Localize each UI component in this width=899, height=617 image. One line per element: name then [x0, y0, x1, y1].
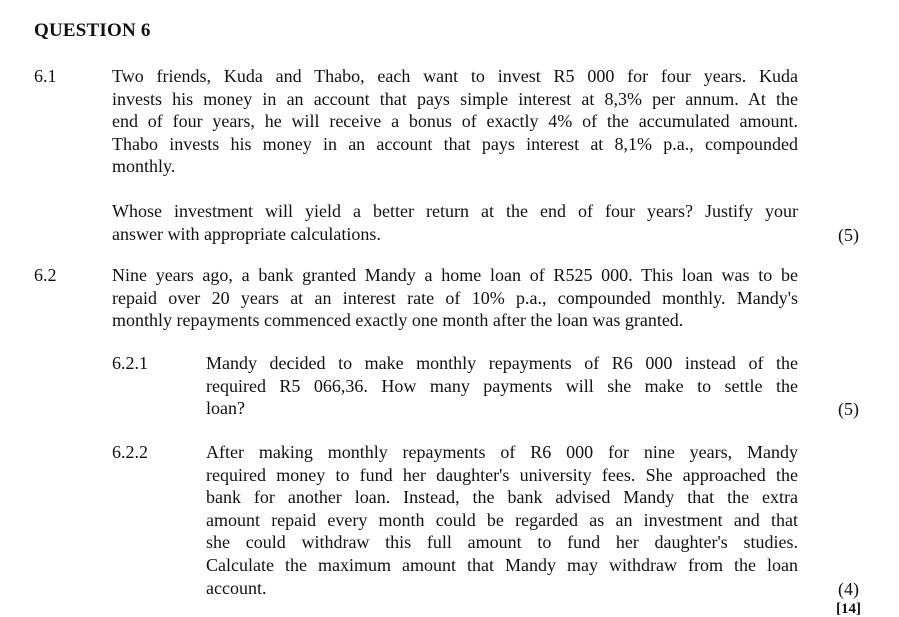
question-6-2-scenario	[112, 264, 798, 332]
text-line: she could withdraw this full amount to fund her daughter's studies.	[206, 532, 798, 553]
text-line: account.	[206, 577, 267, 598]
question-number-6-1: 6.1	[34, 66, 57, 86]
text-line: answer with appropriate calculations.	[112, 223, 381, 244]
text-line: monthly.	[112, 156, 176, 177]
marks-6-1: (5)	[838, 225, 859, 245]
marks-6-2-2: (4)	[838, 579, 859, 599]
question-6-1-scenario	[112, 65, 798, 178]
question-number-6-2-1: 6.2.1	[112, 353, 148, 373]
text-line: amount repaid every month could be regarded as an investment and that	[206, 509, 798, 530]
text-line: Two friends, Kuda and Thabo, each want to invest R5 000 for four years. Kuda	[112, 66, 798, 86]
text-line: loan?	[206, 398, 245, 419]
text-line: required R5 066,36. How many payments will she make to settle the	[206, 375, 798, 396]
text-line: required money to fund her daughter's university fees. She approached the	[206, 464, 798, 485]
text-line: end of four years, he will receive a bonus of exactly 4% of the accumulated amount.	[112, 111, 798, 132]
question-6-1-task	[112, 200, 798, 245]
text-line: bank for another loan. Instead, the bank advised Mandy that the extra	[206, 487, 798, 508]
text-line: Nine years ago, a bank granted Mandy a home loan of R525 000. This loan was to be	[112, 265, 798, 285]
marks-6-2-1: (5)	[838, 399, 859, 419]
text-line: monthly repayments commenced exactly one month after the loan was granted.	[112, 310, 684, 331]
question-6-2-1-text	[206, 352, 798, 420]
question-number-6-2-2: 6.2.2	[112, 442, 148, 462]
text-line: Whose investment will yield a better return at the end of four years? Justify your	[112, 201, 798, 221]
question-6-2-2-text	[206, 441, 798, 599]
question-number-6-2: 6.2	[34, 265, 57, 285]
text-line: repaid over 20 years at an interest rate of 10% p.a., compounded monthly. Mandy's	[112, 287, 798, 308]
question-heading: QUESTION 6	[34, 20, 151, 41]
text-line: Thabo invests his money in an account that pays interest at 8,1% p.a., compounded	[112, 133, 798, 154]
text-line: Calculate the maximum amount that Mandy may withdraw from the loan	[206, 554, 798, 575]
text-line: invests his money in an account that pays simple interest at 8,3% per annum. At the	[112, 88, 798, 109]
text-line: Mandy decided to make monthly repayments of R6 000 instead of the	[206, 353, 798, 373]
question-total-marks: [14]	[836, 601, 861, 617]
text-line: After making monthly repayments of R6 000 for nine years, Mandy	[206, 442, 798, 462]
